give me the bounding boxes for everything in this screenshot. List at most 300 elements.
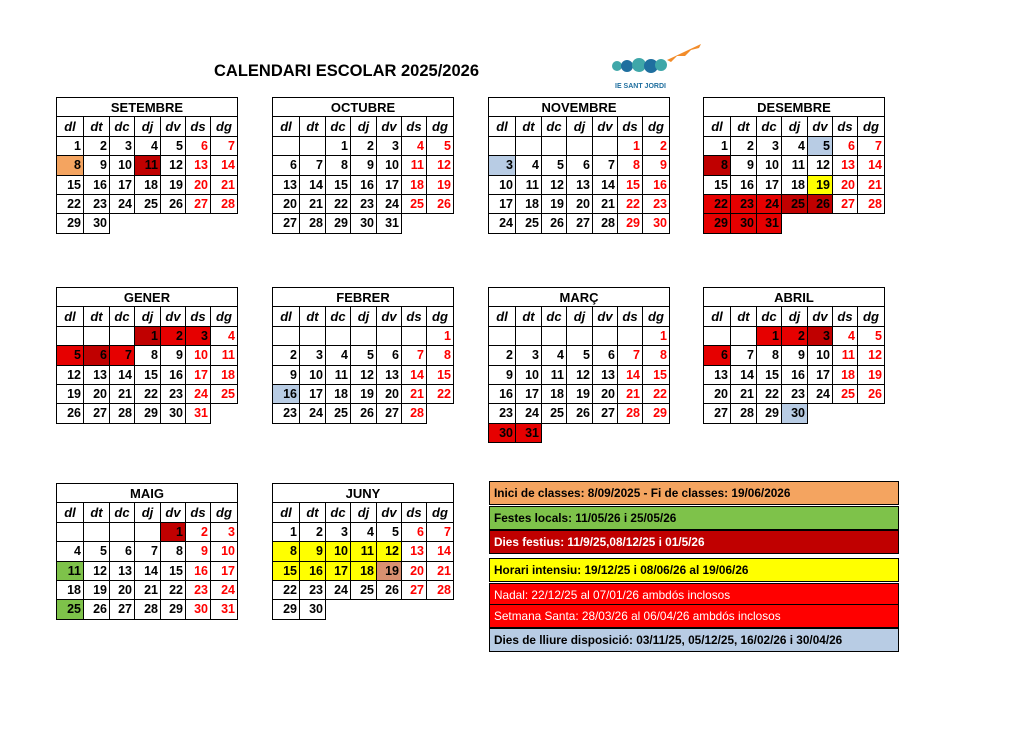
empty-cell — [402, 600, 427, 619]
day-cell: 23 — [300, 580, 326, 599]
weekday-header: dl — [273, 117, 300, 136]
day-cell: 2 — [489, 346, 516, 365]
day-cell: 30 — [186, 600, 211, 619]
weekday-header: dt — [731, 117, 757, 136]
day-cell: 16 — [731, 175, 757, 194]
day-cell: 21 — [110, 384, 135, 403]
day-cell: 30 — [161, 404, 186, 423]
day-cell: 9 — [489, 365, 516, 384]
day-cell: 1 — [273, 522, 300, 541]
weekday-header: dj — [567, 307, 593, 326]
day-cell: 20 — [567, 194, 593, 213]
day-cell: 2 — [643, 136, 670, 155]
day-cell: 19 — [161, 175, 186, 194]
empty-cell — [516, 136, 542, 155]
day-cell: 19 — [427, 175, 454, 194]
day-cell: 16 — [300, 561, 326, 580]
weekday-header: dt — [84, 117, 110, 136]
day-cell: 26 — [57, 404, 84, 423]
day-cell: 19 — [567, 384, 593, 403]
day-cell: 23 — [643, 194, 670, 213]
day-cell: 20 — [833, 175, 858, 194]
day-cell: 20 — [377, 384, 402, 403]
empty-cell — [326, 600, 351, 619]
day-cell: 28 — [593, 214, 618, 233]
day-cell: 29 — [643, 404, 670, 423]
day-cell: 30 — [84, 214, 110, 233]
empty-cell — [186, 214, 211, 233]
day-cell: 19 — [858, 365, 885, 384]
day-cell: 20 — [110, 580, 135, 599]
day-cell: 24 — [211, 580, 238, 599]
day-cell: 7 — [135, 542, 161, 561]
day-cell: 20 — [273, 194, 300, 213]
day-cell: 17 — [516, 384, 542, 403]
empty-cell — [110, 326, 135, 345]
day-cell: 25 — [351, 580, 377, 599]
day-cell: 4 — [57, 542, 84, 561]
day-cell: 31 — [377, 214, 402, 233]
day-cell: 5 — [858, 326, 885, 345]
weekday-header: dv — [593, 117, 618, 136]
day-cell: 19 — [377, 561, 402, 580]
day-cell: 3 — [326, 522, 351, 541]
weekday-header: ds — [833, 117, 858, 136]
day-cell: 24 — [489, 214, 516, 233]
month-table — [272, 287, 454, 424]
day-cell: 10 — [186, 346, 211, 365]
day-cell: 15 — [273, 561, 300, 580]
day-cell: 24 — [300, 404, 326, 423]
day-cell: 16 — [84, 175, 110, 194]
day-cell: 30 — [489, 423, 516, 442]
weekday-header: dv — [808, 117, 833, 136]
day-cell: 16 — [489, 384, 516, 403]
day-cell: 16 — [273, 384, 300, 403]
empty-cell — [57, 522, 84, 541]
day-cell: 15 — [757, 365, 782, 384]
day-cell: 19 — [351, 384, 377, 403]
day-cell: 9 — [643, 156, 670, 175]
day-cell: 23 — [731, 194, 757, 213]
day-cell: 24 — [808, 384, 833, 403]
weekday-header: dc — [542, 307, 567, 326]
empty-cell — [704, 326, 731, 345]
day-cell: 18 — [135, 175, 161, 194]
month-name: FEBRER — [273, 288, 454, 307]
day-cell: 19 — [808, 175, 833, 194]
day-cell: 15 — [135, 365, 161, 384]
day-cell: 18 — [57, 580, 84, 599]
empty-cell — [542, 326, 567, 345]
day-cell: 27 — [84, 404, 110, 423]
weekday-header: dg — [427, 307, 454, 326]
day-cell: 25 — [516, 214, 542, 233]
month-name: OCTUBRE — [273, 98, 454, 117]
weekday-header: ds — [402, 117, 427, 136]
day-cell: 4 — [402, 136, 427, 155]
day-cell: 12 — [84, 561, 110, 580]
day-cell: 28 — [135, 600, 161, 619]
day-cell: 28 — [731, 404, 757, 423]
day-cell: 27 — [593, 404, 618, 423]
weekday-header: dt — [731, 307, 757, 326]
day-cell: 26 — [427, 194, 454, 213]
day-cell: 2 — [782, 326, 808, 345]
weekday-header: dl — [704, 117, 731, 136]
page-title: CALENDARI ESCOLAR 2025/2026 — [214, 62, 479, 80]
day-cell: 26 — [542, 214, 567, 233]
day-cell: 23 — [186, 580, 211, 599]
day-cell: 30 — [300, 600, 326, 619]
day-cell: 22 — [427, 384, 454, 403]
weekday-header: dj — [135, 503, 161, 522]
day-cell: 17 — [808, 365, 833, 384]
day-cell: 26 — [84, 600, 110, 619]
legend-item: Dies de lliure disposició: 03/11/25, 05/12/25, 16/02/26 i 30/04/26 — [489, 628, 899, 652]
svg-text:IE SANT JORDI: IE SANT JORDI — [615, 83, 666, 90]
empty-cell — [57, 326, 84, 345]
day-cell: 1 — [427, 326, 454, 345]
weekday-header: dl — [57, 307, 84, 326]
day-cell: 15 — [161, 561, 186, 580]
day-cell: 25 — [402, 194, 427, 213]
weekday-header: dt — [300, 117, 326, 136]
weekday-header: dc — [757, 307, 782, 326]
weekday-header: dc — [326, 307, 351, 326]
month-table — [272, 483, 454, 638]
day-cell: 8 — [161, 542, 186, 561]
empty-cell — [84, 619, 110, 638]
empty-cell — [110, 619, 135, 638]
day-cell: 10 — [377, 156, 402, 175]
day-cell: 11 — [326, 365, 351, 384]
day-cell: 9 — [84, 156, 110, 175]
day-cell: 14 — [300, 175, 326, 194]
day-cell: 20 — [402, 561, 427, 580]
empty-cell — [326, 619, 351, 638]
empty-cell — [808, 214, 833, 233]
day-cell: 3 — [186, 326, 211, 345]
day-cell: 10 — [326, 542, 351, 561]
month-table — [56, 97, 238, 234]
month-name: SETEMBRE — [57, 98, 238, 117]
weekday-header: dl — [704, 307, 731, 326]
day-cell: 17 — [489, 194, 516, 213]
day-cell: 24 — [326, 580, 351, 599]
day-cell: 13 — [273, 175, 300, 194]
day-cell: 13 — [110, 561, 135, 580]
empty-cell — [542, 136, 567, 155]
day-cell: 10 — [516, 365, 542, 384]
day-cell: 30 — [731, 214, 757, 233]
day-cell: 14 — [731, 365, 757, 384]
day-cell: 6 — [377, 346, 402, 365]
weekday-header: dt — [300, 307, 326, 326]
day-cell: 11 — [135, 156, 161, 175]
day-cell: 9 — [273, 365, 300, 384]
day-cell: 13 — [402, 542, 427, 561]
empty-cell — [731, 326, 757, 345]
day-cell: 18 — [351, 561, 377, 580]
day-cell: 2 — [731, 136, 757, 155]
day-cell: 6 — [704, 346, 731, 365]
day-cell: 15 — [704, 175, 731, 194]
day-cell: 8 — [757, 346, 782, 365]
day-cell: 2 — [186, 522, 211, 541]
empty-cell — [618, 423, 643, 442]
weekday-header: dl — [489, 117, 516, 136]
day-cell: 26 — [377, 580, 402, 599]
weekday-header: ds — [618, 117, 643, 136]
day-cell: 7 — [402, 346, 427, 365]
day-cell: 21 — [211, 175, 238, 194]
day-cell: 7 — [427, 522, 454, 541]
empty-cell — [567, 326, 593, 345]
empty-cell — [402, 214, 427, 233]
weekday-header: dc — [326, 503, 351, 522]
day-cell: 2 — [300, 522, 326, 541]
day-cell: 15 — [618, 175, 643, 194]
day-cell: 21 — [402, 384, 427, 403]
day-cell: 8 — [704, 156, 731, 175]
empty-cell — [782, 214, 808, 233]
day-cell: 14 — [858, 156, 885, 175]
day-cell: 20 — [593, 384, 618, 403]
day-cell: 2 — [84, 136, 110, 155]
day-cell: 14 — [402, 365, 427, 384]
day-cell: 29 — [57, 214, 84, 233]
weekday-header: dg — [211, 117, 238, 136]
weekday-header: dj — [782, 307, 808, 326]
empty-cell — [326, 326, 351, 345]
weekday-header: ds — [402, 503, 427, 522]
day-cell: 7 — [858, 136, 885, 155]
day-cell: 29 — [326, 214, 351, 233]
day-cell: 14 — [427, 542, 454, 561]
weekday-header: dg — [427, 117, 454, 136]
day-cell: 10 — [110, 156, 135, 175]
empty-cell — [489, 136, 516, 155]
day-cell: 31 — [516, 423, 542, 442]
day-cell: 24 — [110, 194, 135, 213]
weekday-header: dl — [57, 117, 84, 136]
day-cell: 21 — [135, 580, 161, 599]
day-cell: 16 — [643, 175, 670, 194]
empty-cell — [300, 619, 326, 638]
day-cell: 2 — [351, 136, 377, 155]
day-cell: 31 — [757, 214, 782, 233]
month-table — [703, 287, 885, 424]
day-cell: 1 — [135, 326, 161, 345]
month-name: NOVEMBRE — [489, 98, 670, 117]
day-cell: 5 — [84, 542, 110, 561]
empty-cell — [489, 326, 516, 345]
day-cell: 4 — [516, 156, 542, 175]
empty-cell — [377, 600, 402, 619]
legend-item: Inici de classes: 8/09/2025 - Fi de classes: 19/06/2026 — [489, 481, 899, 505]
day-cell: 9 — [351, 156, 377, 175]
weekday-header: dj — [351, 307, 377, 326]
weekday-header: dv — [593, 307, 618, 326]
weekday-header: dl — [489, 307, 516, 326]
empty-cell — [377, 326, 402, 345]
day-cell: 22 — [643, 384, 670, 403]
day-cell: 6 — [593, 346, 618, 365]
day-cell: 16 — [351, 175, 377, 194]
day-cell: 31 — [211, 600, 238, 619]
day-cell: 10 — [211, 542, 238, 561]
empty-cell — [300, 136, 326, 155]
day-cell: 6 — [833, 136, 858, 155]
day-cell: 12 — [57, 365, 84, 384]
day-cell: 10 — [757, 156, 782, 175]
day-cell: 6 — [84, 346, 110, 365]
empty-cell — [618, 326, 643, 345]
day-cell: 5 — [161, 136, 186, 155]
day-cell: 6 — [110, 542, 135, 561]
month-table — [488, 287, 670, 443]
weekday-header: dj — [782, 117, 808, 136]
weekday-header: dv — [808, 307, 833, 326]
day-cell: 7 — [110, 346, 135, 365]
weekday-header: dl — [273, 307, 300, 326]
day-cell: 13 — [186, 156, 211, 175]
day-cell: 8 — [618, 156, 643, 175]
day-cell: 3 — [300, 346, 326, 365]
empty-cell — [135, 214, 161, 233]
day-cell: 19 — [84, 580, 110, 599]
day-cell: 23 — [84, 194, 110, 213]
weekday-header: dg — [643, 307, 670, 326]
day-cell: 19 — [57, 384, 84, 403]
day-cell: 15 — [57, 175, 84, 194]
weekday-header: ds — [618, 307, 643, 326]
day-cell: 28 — [300, 214, 326, 233]
weekday-header: ds — [833, 307, 858, 326]
day-cell: 26 — [161, 194, 186, 213]
day-cell: 11 — [57, 561, 84, 580]
empty-cell — [833, 214, 858, 233]
day-cell: 12 — [567, 365, 593, 384]
day-cell: 22 — [618, 194, 643, 213]
day-cell: 27 — [273, 214, 300, 233]
day-cell: 3 — [516, 346, 542, 365]
day-cell: 3 — [211, 522, 238, 541]
empty-cell — [516, 326, 542, 345]
empty-cell — [161, 619, 186, 638]
weekday-header: dg — [858, 307, 885, 326]
day-cell: 13 — [84, 365, 110, 384]
empty-cell — [161, 214, 186, 233]
day-cell: 4 — [782, 136, 808, 155]
day-cell: 7 — [731, 346, 757, 365]
day-cell: 7 — [211, 136, 238, 155]
day-cell: 19 — [542, 194, 567, 213]
day-cell: 17 — [377, 175, 402, 194]
empty-cell — [858, 404, 885, 423]
weekday-header: dj — [135, 307, 161, 326]
day-cell: 9 — [782, 346, 808, 365]
day-cell: 22 — [326, 194, 351, 213]
day-cell: 28 — [618, 404, 643, 423]
day-cell: 9 — [300, 542, 326, 561]
day-cell: 5 — [808, 136, 833, 155]
weekday-header: dc — [110, 117, 135, 136]
empty-cell — [211, 619, 238, 638]
day-cell: 25 — [542, 404, 567, 423]
day-cell: 11 — [782, 156, 808, 175]
day-cell: 4 — [326, 346, 351, 365]
weekday-header: dc — [757, 117, 782, 136]
day-cell: 12 — [427, 156, 454, 175]
day-cell: 24 — [757, 194, 782, 213]
day-cell: 17 — [326, 561, 351, 580]
day-cell: 5 — [377, 522, 402, 541]
weekday-header: dl — [273, 503, 300, 522]
month-name: GENER — [57, 288, 238, 307]
day-cell: 23 — [782, 384, 808, 403]
empty-cell — [135, 522, 161, 541]
legend-item: Festes locals: 11/05/26 i 25/05/26 — [489, 506, 899, 530]
day-cell: 12 — [808, 156, 833, 175]
empty-cell — [593, 326, 618, 345]
day-cell: 11 — [833, 346, 858, 365]
empty-cell — [186, 619, 211, 638]
day-cell: 14 — [618, 365, 643, 384]
day-cell: 27 — [704, 404, 731, 423]
day-cell: 1 — [618, 136, 643, 155]
day-cell: 25 — [211, 384, 238, 403]
day-cell: 25 — [57, 600, 84, 619]
legend-item: Nadal: 22/12/25 al 07/01/26 ambdós inclosos — [489, 583, 899, 607]
weekday-header: dg — [211, 503, 238, 522]
day-cell: 20 — [84, 384, 110, 403]
day-cell: 28 — [402, 404, 427, 423]
day-cell: 29 — [135, 404, 161, 423]
empty-cell — [300, 326, 326, 345]
day-cell: 13 — [704, 365, 731, 384]
day-cell: 10 — [489, 175, 516, 194]
day-cell: 11 — [351, 542, 377, 561]
day-cell: 30 — [351, 214, 377, 233]
weekday-header: dl — [57, 503, 84, 522]
day-cell: 13 — [567, 175, 593, 194]
day-cell: 6 — [402, 522, 427, 541]
weekday-header: dt — [516, 307, 542, 326]
weekday-header: ds — [402, 307, 427, 326]
day-cell: 25 — [833, 384, 858, 403]
weekday-header: ds — [186, 307, 211, 326]
weekday-header: dg — [427, 503, 454, 522]
day-cell: 26 — [567, 404, 593, 423]
day-cell: 14 — [110, 365, 135, 384]
day-cell: 5 — [351, 346, 377, 365]
day-cell: 22 — [161, 580, 186, 599]
day-cell: 25 — [326, 404, 351, 423]
day-cell: 17 — [186, 365, 211, 384]
day-cell: 18 — [326, 384, 351, 403]
day-cell: 8 — [273, 542, 300, 561]
day-cell: 8 — [135, 346, 161, 365]
day-cell: 28 — [211, 194, 238, 213]
weekday-header: dc — [542, 117, 567, 136]
day-cell: 12 — [542, 175, 567, 194]
empty-cell — [273, 326, 300, 345]
legend-item: Dies festius: 11/9/25,08/12/25 i 01/5/26 — [489, 530, 899, 554]
day-cell: 17 — [300, 384, 326, 403]
day-cell: 20 — [186, 175, 211, 194]
